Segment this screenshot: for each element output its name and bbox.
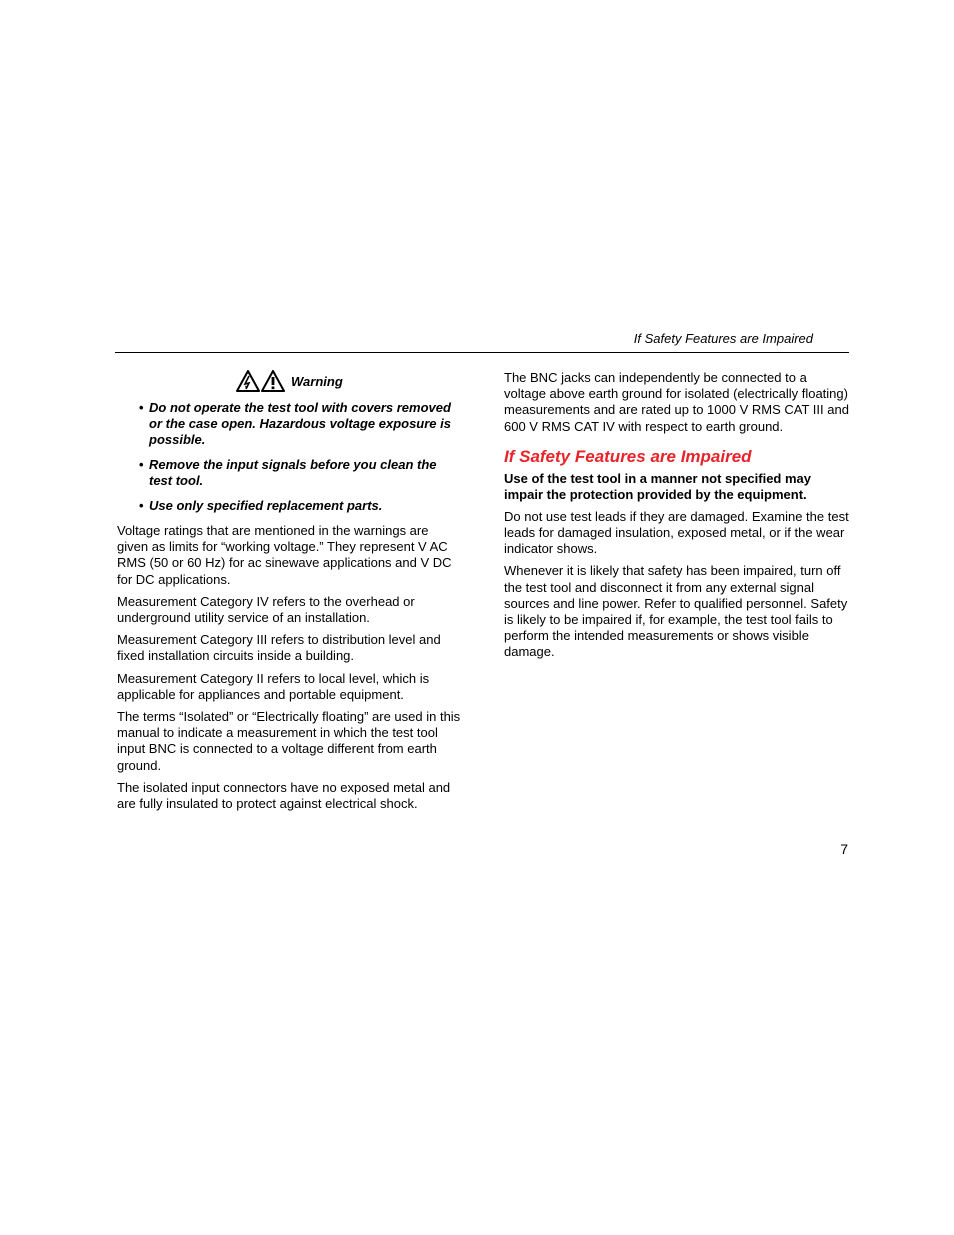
running-header: If Safety Features are Impaired: [633, 331, 813, 346]
paragraph-test-leads: Do not use test leads if they are damaged. Examine the test leads for damaged insulation, exposed metal, or if the wear indicator shows.: [504, 508, 849, 557]
left-column: [117, 368, 462, 818]
bullet-icon: •: [139, 457, 144, 472]
paragraph-cat-ii: Measurement Category II refers to local level, which is applicable for appliances and portable equipment.: [117, 670, 430, 702]
electric-shock-warning-icon: [236, 370, 260, 392]
warning-item: • Use only specified replacement parts.: [139, 498, 383, 513]
warning-heading: [236, 368, 462, 394]
paragraph-cat-iii: Measurement Category III refers to distribution level and fixed installation circuits inside a building.: [117, 632, 441, 664]
right-column: [504, 370, 849, 667]
bullet-icon: •: [139, 400, 144, 415]
section-lead: Use of the test tool in a manner not specified may impair the protection provided by the equipment.: [504, 470, 812, 502]
warning-label: Warning: [291, 373, 343, 389]
paragraph-voltage-ratings: Voltage ratings that are mentioned in the warnings are given as limits for “working voltage.” They represent V AC RMS (50 or 60 Hz) for ac sinewave applications and V DC for DC applications.: [117, 523, 452, 587]
section-title: If Safety Features are Impaired: [504, 446, 752, 466]
page-number: 7: [840, 841, 848, 857]
paragraph-safety-impaired: Whenever it is likely that safety has been impaired, turn off the test tool and disconnect it from any external signal sources and line power. Refer to qualified personnel. Safety is likely to be impaired if, for example, the test tool fails to perform the intended measurements or shows visible damage.: [504, 563, 848, 660]
warning-item: • Do not operate the test tool with covers removed or the case open. Hazardous voltage exposure is possible.: [139, 400, 451, 447]
warning-icons: [236, 370, 285, 392]
paragraph-isolated-terms: The terms “Isolated” or “Electrically floating” are used in this manual to indicate a measurement in which the test tool input BNC is connected to a voltage different from earth ground.: [117, 709, 461, 773]
warning-item: • Remove the input signals before you clean the test tool.: [139, 457, 437, 488]
paragraph-bnc-jacks: The BNC jacks can independently be connected to a voltage above earth ground for isolated (electrically floating) measurements and are rated up to 1000 V RMS CAT III and 600 V RMS CAT IV with respect to earth ground.: [504, 370, 849, 434]
paragraph-cat-iv: Measurement Category IV refers to the overhead or underground utility service of an installation.: [117, 593, 415, 626]
paragraph-isolated-connectors: The isolated input connectors have no exposed metal and are fully insulated to protect against electrical shock.: [117, 779, 451, 812]
caution-warning-icon: [261, 370, 285, 392]
warning-list: [117, 400, 462, 514]
header-rule: [115, 352, 849, 353]
bullet-icon: •: [139, 498, 144, 513]
